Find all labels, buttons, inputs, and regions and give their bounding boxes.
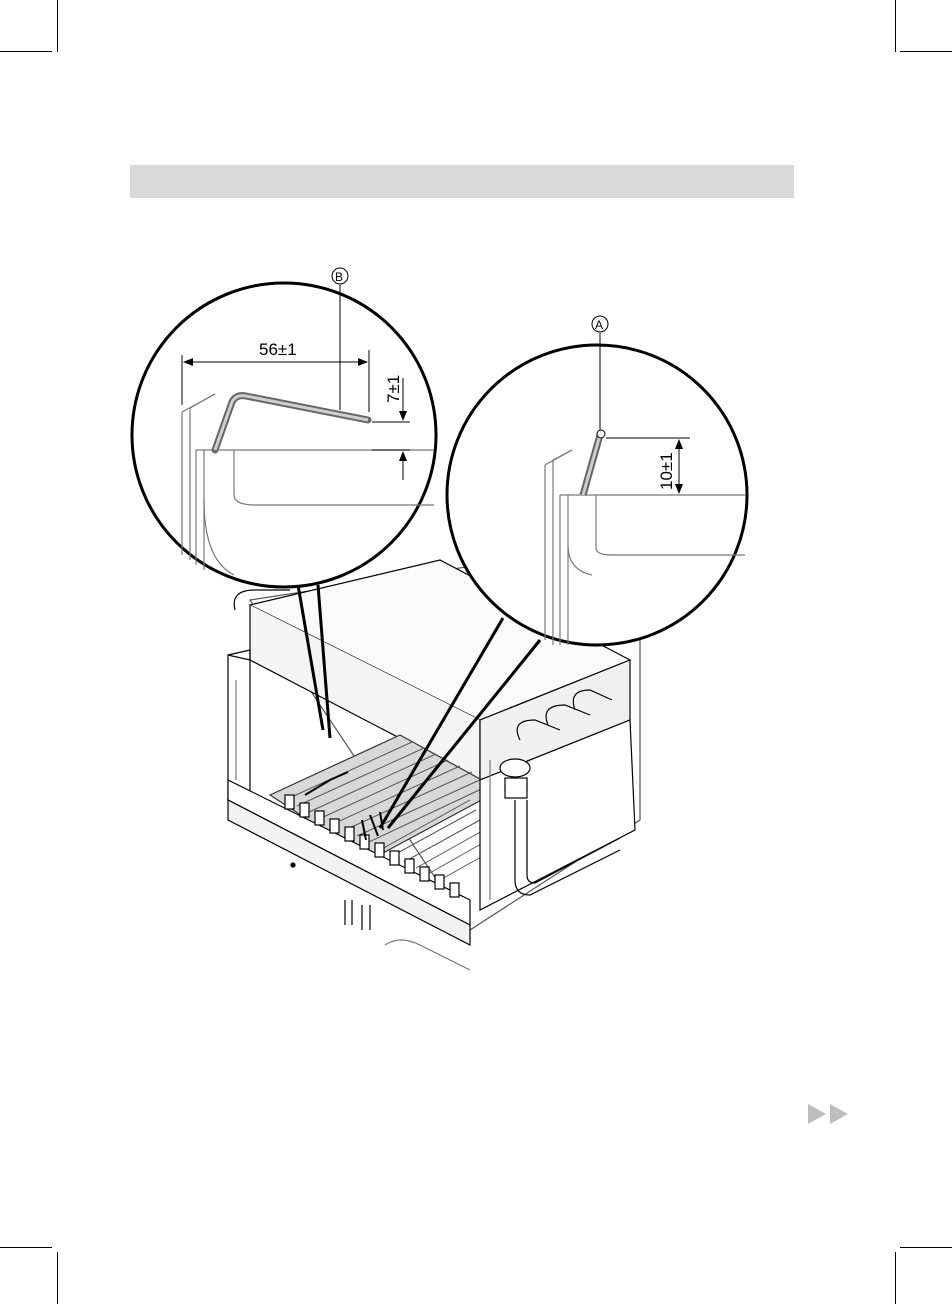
dimension-10: 10±1 [657, 452, 676, 490]
detail-circle-b [132, 268, 436, 587]
next-page-arrows-icon [808, 1104, 852, 1124]
detail-circle-a [447, 316, 747, 645]
dimension-56: 56±1 [259, 340, 297, 359]
dimension-7: 7±1 [384, 374, 403, 403]
callout-b: B [335, 270, 344, 284]
callout-a: A [595, 318, 604, 332]
